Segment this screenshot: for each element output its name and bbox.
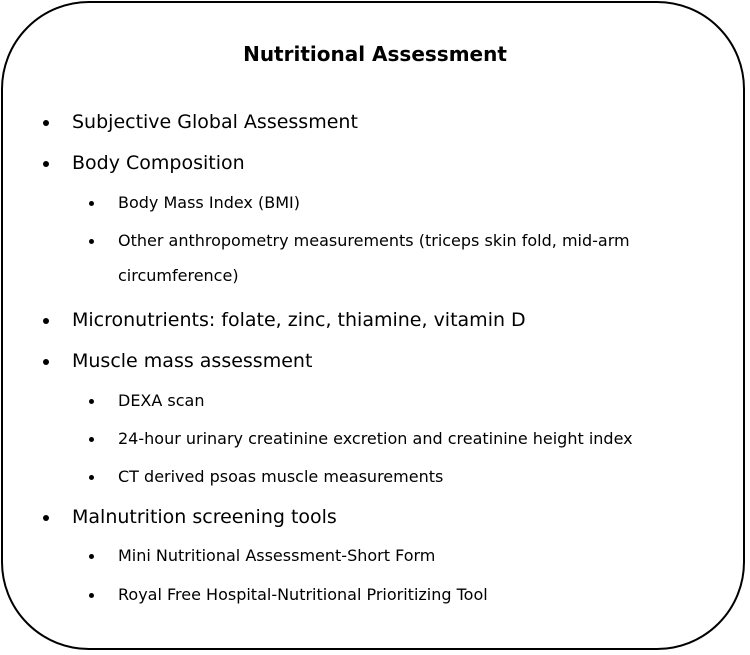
sub-item-ct-psoas: CT derived psoas muscle measurements	[118, 467, 444, 486]
list-item-malnutrition-tools: Malnutrition screening tools	[72, 506, 337, 528]
diagram-title: Nutritional Assessment	[243, 42, 507, 66]
bullet-icon	[43, 515, 49, 521]
bullet-icon	[43, 318, 49, 324]
bullet-icon	[89, 593, 94, 598]
sub-item-bmi: Body Mass Index (BMI)	[118, 193, 300, 212]
sub-item-dexa: DEXA scan	[118, 391, 205, 410]
list-item-body-composition: Body Composition	[72, 152, 245, 174]
bullet-icon	[43, 120, 49, 126]
list-item-subjective-global-assessment: Subjective Global Assessment	[72, 111, 358, 133]
list-item-micronutrients: Micronutrients: folate, zinc, thiamine, vitamin D	[72, 309, 526, 331]
sub-item-anthropometry: Other anthropometry measurements (triceps skin fold, mid-arm	[118, 231, 630, 250]
sub-item-rfh-npt: Royal Free Hospital-Nutritional Prioritizing Tool	[118, 585, 488, 604]
bullet-icon	[89, 201, 94, 206]
sub-item-mna-sf: Mini Nutritional Assessment-Short Form	[118, 546, 436, 565]
bullet-icon	[89, 399, 94, 404]
bullet-icon	[89, 475, 94, 480]
bullet-icon	[43, 359, 49, 365]
sub-item-creatinine: 24-hour urinary creatinine excretion and creatinine height index	[118, 429, 633, 448]
sub-item-anthropometry-continued: circumference)	[118, 266, 239, 285]
bullet-icon	[43, 161, 49, 167]
bullet-icon	[89, 437, 94, 442]
bullet-icon	[89, 239, 94, 244]
bullet-icon	[89, 554, 94, 559]
list-item-muscle-mass: Muscle mass assessment	[72, 350, 313, 372]
